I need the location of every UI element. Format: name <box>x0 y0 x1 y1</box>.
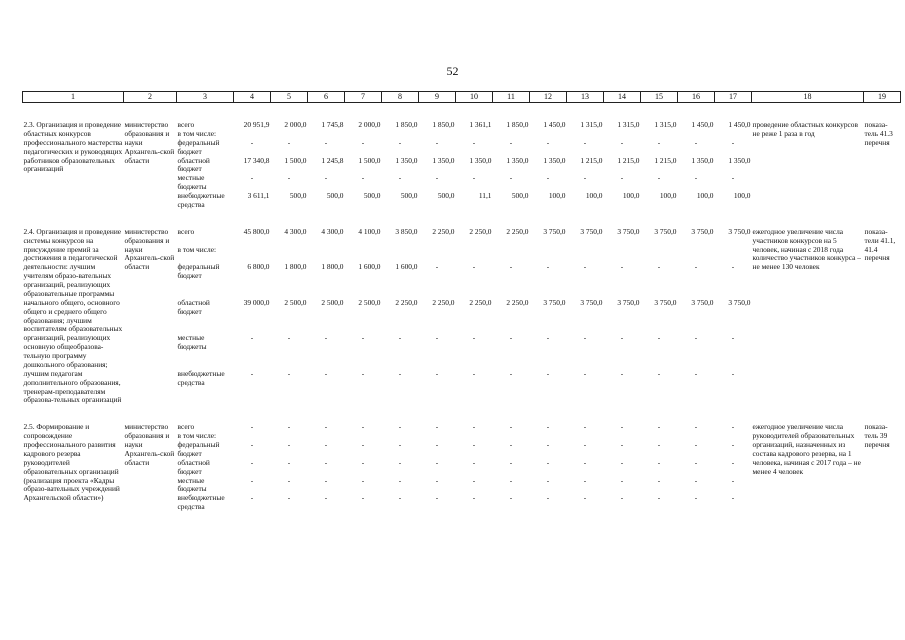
column-header-12: 12 <box>530 92 567 103</box>
amount-cell: 1 500,0 <box>284 155 307 165</box>
amount-cell: - <box>620 457 624 467</box>
amount-cell: - <box>546 493 550 503</box>
amount-cell: 45 800,0 <box>243 226 270 236</box>
amount-cell: - <box>324 422 328 432</box>
expected-result: ежегодное увеличение числа руководителей образовательных организаций, назначенных из состава кадрового резерва, на 1 человека, начиная с 2017 года – не менее 4 человек <box>752 422 861 476</box>
amount-cell: - <box>694 173 698 183</box>
column-header-3: 3 <box>177 92 234 103</box>
indicator-reference: показа-тель 41.3 перечня <box>864 120 893 147</box>
amount-cell: - <box>509 333 513 343</box>
amount-cell: - <box>398 422 402 432</box>
column-header-14: 14 <box>604 92 641 103</box>
amount-cell: - <box>546 333 550 343</box>
amount-cell <box>530 246 567 264</box>
amount-cell: - <box>435 422 439 432</box>
amount-cell: 500,0 <box>400 191 418 200</box>
amount-cell: 1 450,0 <box>543 120 566 129</box>
funding-source: федеральный бюджет <box>177 262 220 281</box>
amount-cell: 1 850,0 <box>432 120 455 129</box>
amount-cell: - <box>398 333 402 343</box>
amount-cell: 2 500,0 <box>358 297 381 307</box>
amount-cell: - <box>398 440 402 449</box>
amount-cell: - <box>472 440 476 449</box>
amount-cell: - <box>435 173 439 183</box>
responsible-executor: министерство образования и науки Архангель-ской области <box>124 422 175 467</box>
funding-source: в том числе: <box>177 244 217 254</box>
block-spacer <box>23 405 901 423</box>
amount-cell: - <box>583 440 587 449</box>
amount-cell: 3 750,0 <box>543 297 566 307</box>
amount-cell: - <box>583 422 587 432</box>
amount-cell: - <box>694 440 698 449</box>
column-header-2: 2 <box>124 92 177 103</box>
amount-cell: 2 000,0 <box>358 120 381 129</box>
amount-cell: - <box>620 333 624 343</box>
funding-source: внебюджетные средства <box>177 368 225 387</box>
amount-cell: 4 300,0 <box>284 226 307 236</box>
amount-cell: - <box>361 440 365 449</box>
amount-cell: - <box>287 457 291 467</box>
amount-cell: - <box>546 368 550 378</box>
amount-cell: 2 000,0 <box>284 120 307 129</box>
amount-cell <box>641 246 678 264</box>
amount-cell: 4 300,0 <box>321 226 344 236</box>
amount-cell: - <box>509 493 513 503</box>
amount-cell: 3 850,0 <box>395 226 418 236</box>
amount-cell: - <box>250 137 254 147</box>
amount-cell: 3 750,0 <box>654 226 677 236</box>
amount-cell: - <box>694 137 698 147</box>
amount-cell: - <box>472 457 476 467</box>
funding-source: в том числе: <box>177 128 217 138</box>
amount-cell: 2 500,0 <box>284 297 307 307</box>
amount-cell: - <box>731 493 735 503</box>
amount-cell: - <box>472 137 476 147</box>
amount-cell: - <box>472 422 476 432</box>
amount-cell: - <box>620 440 624 449</box>
amount-cell: 2 250,0 <box>432 226 455 236</box>
amount-cell: - <box>250 457 254 467</box>
column-header-11: 11 <box>493 92 530 103</box>
funding-source: всего <box>177 226 195 236</box>
amount-cell: - <box>287 422 291 432</box>
amount-cell: - <box>287 493 291 503</box>
indicator-reference: показа-тели 41.1, 41.4 перечня <box>864 226 896 263</box>
amount-cell: - <box>398 137 402 147</box>
funding-source: федеральный бюджет <box>177 440 220 458</box>
column-header-10: 10 <box>456 92 493 103</box>
amount-cell: - <box>694 422 698 432</box>
amount-cell: - <box>472 368 476 378</box>
column-header-7: 7 <box>345 92 382 103</box>
amount-cell: 1 350,0 <box>506 155 529 165</box>
amount-cell: - <box>546 475 550 485</box>
amount-cell: - <box>694 368 698 378</box>
amount-cell: - <box>731 137 735 147</box>
amount-cell: - <box>546 173 550 183</box>
amount-cell: - <box>583 333 587 343</box>
amount-cell: - <box>509 368 513 378</box>
amount-cell: - <box>287 475 291 485</box>
amount-cell: - <box>324 137 328 147</box>
amount-cell: - <box>361 333 365 343</box>
amount-cell: - <box>472 333 476 343</box>
amount-cell: - <box>398 173 402 183</box>
amount-cell: 1 315,0 <box>654 120 677 129</box>
funding-source: внебюджетные средства <box>177 493 225 512</box>
column-header-18: 18 <box>752 92 864 103</box>
amount-cell: - <box>509 475 513 485</box>
activity-name: 2.4. Организация и проведение системы конкурсов на присуждение премий за достижения в педагогической деятельности: лучшим учителям образо-вательных организаций, реализующих образовательные программы начального общего, основного общего и среднего общего образования; лучшим воспитателям образовательных организаций, реализующих основную общеобразова-тельную программу дошкольного образования; лучшим педагогам дополнительного образования, тренерам-преподавателям образова-тельных организаций <box>23 226 123 405</box>
amount-cell: - <box>694 262 698 272</box>
amount-cell: - <box>731 368 735 378</box>
amount-cell: - <box>620 475 624 485</box>
amount-cell: - <box>472 493 476 503</box>
amount-cell: 1 850,0 <box>395 120 418 129</box>
amount-cell: - <box>435 493 439 503</box>
expected-result: ежегодное увеличение числа участников конкурсов на 5 человек, начиная с 2018 года количество участников конкурса – не менее 130 человек <box>752 226 861 272</box>
amount-cell: 2 250,0 <box>432 297 455 307</box>
funding-source: областной бюджет <box>177 297 210 316</box>
amount-cell: 1 800,0 <box>321 262 344 272</box>
activity-name: 2.5. Формирование и сопровождение профессионального развития кадрового резерва руководителей образовательных организаций (реализация проекта «Кадры образо-вательных учреждений Архангельской области») <box>23 422 120 503</box>
amount-cell: - <box>287 440 291 449</box>
amount-cell: - <box>509 262 513 272</box>
amount-cell: 2 250,0 <box>506 226 529 236</box>
amount-cell: 3 750,0 <box>728 297 751 307</box>
amount-cell: 3 750,0 <box>580 297 603 307</box>
amount-cell: - <box>731 262 735 272</box>
amount-cell <box>604 246 641 264</box>
responsible-executor: министерство образования и науки Архангель-ской области <box>124 120 175 165</box>
amount-cell: - <box>657 137 661 147</box>
column-header-1: 1 <box>23 92 124 103</box>
amount-cell <box>382 246 419 264</box>
amount-cell: - <box>731 457 735 467</box>
amount-cell: 3 750,0 <box>580 226 603 236</box>
amount-cell: 2 250,0 <box>395 297 418 307</box>
amount-cell <box>308 246 345 264</box>
column-header-9: 9 <box>419 92 456 103</box>
amount-cell: - <box>324 440 328 449</box>
amount-cell: - <box>620 493 624 503</box>
amount-cell: 1 600,0 <box>395 262 418 272</box>
amount-cell: - <box>287 137 291 147</box>
funding-source: внебюджетные средства <box>177 191 225 209</box>
amount-cell: - <box>583 368 587 378</box>
amount-cell: - <box>509 422 513 432</box>
amount-cell: - <box>361 368 365 378</box>
amount-cell: 1 450,0 <box>691 120 714 129</box>
amount-cell: - <box>731 173 735 183</box>
amount-cell: - <box>546 440 550 449</box>
amount-cell: 1 350,0 <box>728 155 751 165</box>
amount-cell: - <box>731 422 735 432</box>
amount-cell: - <box>694 475 698 485</box>
amount-cell: - <box>324 173 328 183</box>
amount-cell: 2 250,0 <box>469 226 492 236</box>
amount-cell: - <box>583 173 587 183</box>
amount-cell: - <box>324 475 328 485</box>
expected-result: проведение областных конкурсов не реже 1 раза в год <box>752 120 858 138</box>
column-header-6: 6 <box>308 92 345 103</box>
amount-cell: 100,0 <box>548 191 566 200</box>
amount-cell: - <box>694 333 698 343</box>
amount-cell: - <box>546 262 550 272</box>
amount-cell: 3 750,0 <box>617 297 640 307</box>
amount-cell: - <box>287 333 291 343</box>
block-spacer <box>23 210 901 228</box>
amount-cell <box>234 246 271 264</box>
amount-cell: - <box>546 422 550 432</box>
amount-cell: - <box>398 475 402 485</box>
amount-cell: 11,1 <box>478 191 492 200</box>
column-header-13: 13 <box>567 92 604 103</box>
amount-cell: 1 315,0 <box>617 120 640 129</box>
amount-cell: 500,0 <box>511 191 529 200</box>
amount-cell: - <box>435 475 439 485</box>
amount-cell: - <box>546 137 550 147</box>
table-body <box>23 103 901 513</box>
amount-cell: 1 450,0 <box>728 120 751 129</box>
amount-cell: - <box>583 262 587 272</box>
amount-cell: 1 745,8 <box>321 120 344 129</box>
amount-cell: - <box>620 173 624 183</box>
amount-cell: 1 245,8 <box>321 155 344 165</box>
amount-cell: - <box>620 137 624 147</box>
amount-cell: - <box>361 173 365 183</box>
amount-cell: 1 850,0 <box>506 120 529 129</box>
column-header-19: 19 <box>864 92 901 103</box>
amount-cell: - <box>657 333 661 343</box>
amount-cell: - <box>657 262 661 272</box>
amount-cell: 3 750,0 <box>691 226 714 236</box>
amount-cell: 2 500,0 <box>321 297 344 307</box>
amount-cell: - <box>324 333 328 343</box>
amount-cell: - <box>731 440 735 449</box>
amount-cell: 100,0 <box>696 191 714 200</box>
amount-cell: - <box>250 493 254 503</box>
funding-source: местные бюджеты <box>177 173 207 192</box>
amount-cell: 1 361,1 <box>469 120 492 129</box>
amount-cell: - <box>509 457 513 467</box>
amount-cell <box>271 246 308 264</box>
amount-cell: 4 100,0 <box>358 226 381 236</box>
amount-cell: - <box>250 422 254 432</box>
amount-cell: 100,0 <box>659 191 677 200</box>
amount-cell: 1 800,0 <box>284 262 307 272</box>
amount-cell: - <box>472 475 476 485</box>
amount-cell: - <box>361 137 365 147</box>
amount-cell <box>567 246 604 264</box>
amount-cell: - <box>435 457 439 467</box>
amount-cell: 500,0 <box>326 191 344 200</box>
amount-cell: 1 315,0 <box>580 120 603 129</box>
amount-cell: - <box>435 137 439 147</box>
activity-name: 2.3. Организация и проведение областных конкурсов профессионального мастерства педагогических и руководящих работников образовательных организаций <box>23 120 123 174</box>
amount-cell: 1 500,0 <box>358 155 381 165</box>
responsible-executor: министерство образования и науки Архангель-ской области <box>124 226 175 272</box>
amount-cell: - <box>694 493 698 503</box>
amount-cell: - <box>398 368 402 378</box>
amount-cell: - <box>250 173 254 183</box>
amount-cell: - <box>620 262 624 272</box>
amount-cell: - <box>324 493 328 503</box>
amount-cell: 1 215,0 <box>654 155 677 165</box>
funding-source: всего <box>177 422 195 432</box>
amount-cell <box>678 246 715 264</box>
amount-cell: 1 350,0 <box>395 155 418 165</box>
amount-cell: 20 951,9 <box>243 120 270 129</box>
amount-cell: - <box>250 333 254 343</box>
column-header-15: 15 <box>641 92 678 103</box>
amount-cell: - <box>583 457 587 467</box>
amount-cell: - <box>250 440 254 449</box>
funding-source: в том числе: <box>177 431 217 441</box>
funding-source: местные бюджеты <box>177 333 207 352</box>
amount-cell: - <box>509 173 513 183</box>
amount-cell: - <box>657 368 661 378</box>
amount-cell: 39 000,0 <box>243 297 270 307</box>
amount-cell: - <box>324 368 328 378</box>
amount-cell: 3 750,0 <box>654 297 677 307</box>
amount-cell: - <box>324 457 328 467</box>
amount-cell: - <box>546 457 550 467</box>
amount-cell: - <box>398 457 402 467</box>
amount-cell: 1 350,0 <box>469 155 492 165</box>
amount-cell: - <box>509 137 513 147</box>
amount-cell: 1 350,0 <box>691 155 714 165</box>
amount-cell <box>715 246 752 264</box>
amount-cell: 2 250,0 <box>506 297 529 307</box>
amount-cell: 1 350,0 <box>432 155 455 165</box>
amount-cell: - <box>731 475 735 485</box>
amount-cell <box>419 246 456 264</box>
amount-cell: - <box>731 333 735 343</box>
amount-cell: - <box>583 137 587 147</box>
column-number-row <box>23 92 901 103</box>
amount-cell: 1 600,0 <box>358 262 381 272</box>
amount-cell: 500,0 <box>363 191 381 200</box>
amount-cell: 2 250,0 <box>469 297 492 307</box>
amount-cell: - <box>435 333 439 343</box>
amount-cell: - <box>657 475 661 485</box>
funding-source: областной бюджет <box>177 155 210 174</box>
amount-cell: - <box>361 457 365 467</box>
amount-cell: - <box>657 173 661 183</box>
amount-cell: - <box>620 422 624 432</box>
amount-cell: 17 340,8 <box>243 155 270 165</box>
amount-cell: 6 800,0 <box>247 262 270 272</box>
column-header-5: 5 <box>271 92 308 103</box>
amount-cell: 3 750,0 <box>728 226 751 236</box>
amount-cell: - <box>435 262 439 272</box>
indicator-reference: показа-тель 39 перечня <box>864 422 890 449</box>
funding-source: федеральный бюджет <box>177 137 220 156</box>
amount-cell: - <box>583 475 587 485</box>
amount-cell: - <box>694 457 698 467</box>
amount-cell <box>493 246 530 264</box>
amount-cell: 1 350,0 <box>543 155 566 165</box>
amount-cell: - <box>657 457 661 467</box>
amount-cell: - <box>361 475 365 485</box>
amount-cell: 100,0 <box>622 191 640 200</box>
amount-cell: - <box>287 368 291 378</box>
amount-cell: - <box>657 440 661 449</box>
table-row <box>23 228 901 246</box>
funding-source: местные бюджеты <box>177 475 207 494</box>
amount-cell <box>345 246 382 264</box>
amount-cell: - <box>472 262 476 272</box>
amount-cell: 100,0 <box>585 191 603 200</box>
table-row <box>23 121 901 130</box>
amount-cell: 100,0 <box>733 191 751 200</box>
amount-cell: 3 750,0 <box>691 297 714 307</box>
amount-cell: - <box>583 493 587 503</box>
amount-cell: - <box>250 368 254 378</box>
column-header-16: 16 <box>678 92 715 103</box>
funding-source: областной бюджет <box>177 457 210 476</box>
amount-cell: - <box>435 368 439 378</box>
amount-cell: - <box>657 422 661 432</box>
amount-cell: 500,0 <box>437 191 455 200</box>
amount-cell: 1 215,0 <box>617 155 640 165</box>
amount-cell: 1 215,0 <box>580 155 603 165</box>
column-header-17: 17 <box>715 92 752 103</box>
amount-cell: - <box>472 173 476 183</box>
amount-cell: 500,0 <box>289 191 307 200</box>
amount-cell: 3 750,0 <box>617 226 640 236</box>
amount-cell: - <box>287 173 291 183</box>
funding-source: всего <box>177 120 195 129</box>
column-header-4: 4 <box>234 92 271 103</box>
amount-cell: - <box>361 493 365 503</box>
amount-cell: - <box>620 368 624 378</box>
page-number: 52 <box>446 64 459 78</box>
amount-cell <box>456 246 493 264</box>
table-row <box>23 423 901 432</box>
amount-cell: - <box>435 440 439 449</box>
budget-table <box>22 91 901 512</box>
amount-cell: 3 750,0 <box>543 226 566 236</box>
amount-cell: - <box>398 493 402 503</box>
amount-cell: - <box>509 440 513 449</box>
amount-cell: 3 611,1 <box>247 191 270 200</box>
amount-cell: - <box>250 475 254 485</box>
column-header-8: 8 <box>382 92 419 103</box>
amount-cell: - <box>657 493 661 503</box>
amount-cell: - <box>361 422 365 432</box>
